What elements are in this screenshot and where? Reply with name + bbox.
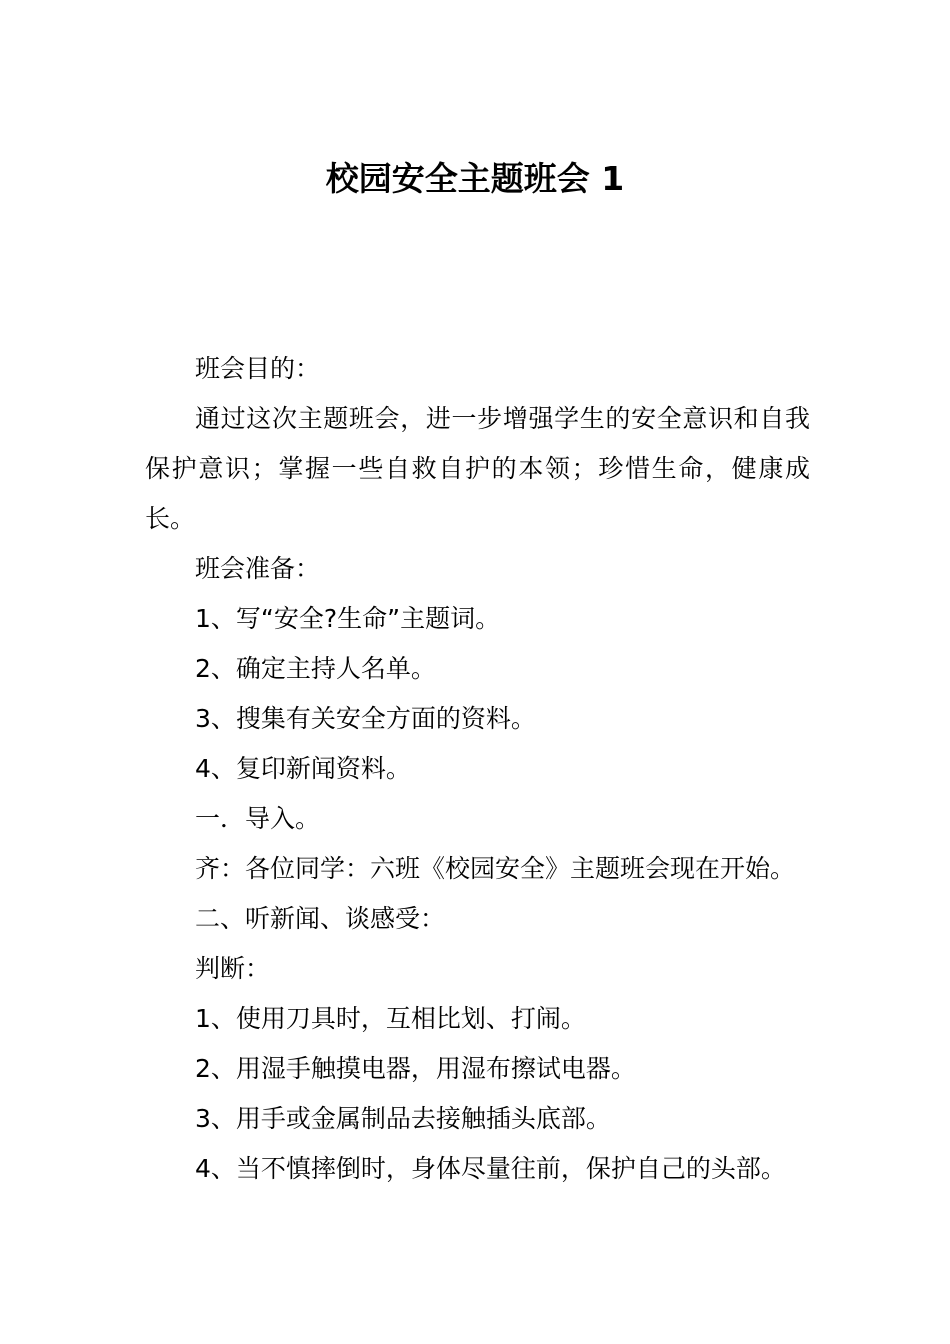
list-item-prep-2: 2、确定主持人名单。 (195, 654, 436, 683)
heading-preparation: 班会准备： (195, 554, 321, 583)
list-item-prep-3: 3、搜集有关安全方面的资料。 (195, 704, 536, 733)
list-item-judgment-4: 4、当不慎摔倒时，身体尽量往前，保护自己的头部。 (195, 1154, 786, 1183)
list-item-judgment-1: 1、使用刀具时，互相比划、打闹。 (195, 1004, 586, 1033)
list-item-prep-1: 1、写“安全?生命”主题词。 (195, 604, 501, 633)
list-item-judgment-2: 2、用湿手触摸电器，用湿布擦试电器。 (195, 1054, 636, 1083)
list-item-judgment-3: 3、用手或金属制品去接触插头底部。 (195, 1104, 611, 1133)
paragraph-opening-line: 齐：各位同学：六班《校园安全》主题班会现在开始。 (195, 854, 796, 883)
document-body (145, 344, 810, 1194)
heading-judgment: 判断： (195, 954, 271, 983)
section-intro-heading: 一．导入。 (195, 804, 321, 833)
paragraph-purpose-text: 通过这次主题班会，进一步增强学生的安全意识和自我保护意识；掌握一些自救自护的本领；珍惜生命，健康成长。 (145, 404, 810, 533)
heading-purpose: 班会目的： (195, 354, 321, 383)
section-news-heading: 二、听新闻、谈感受： (195, 904, 446, 933)
document-title: 校园安全主题班会 1 (325, 159, 625, 198)
list-item-prep-4: 4、复印新闻资料。 (195, 754, 411, 783)
